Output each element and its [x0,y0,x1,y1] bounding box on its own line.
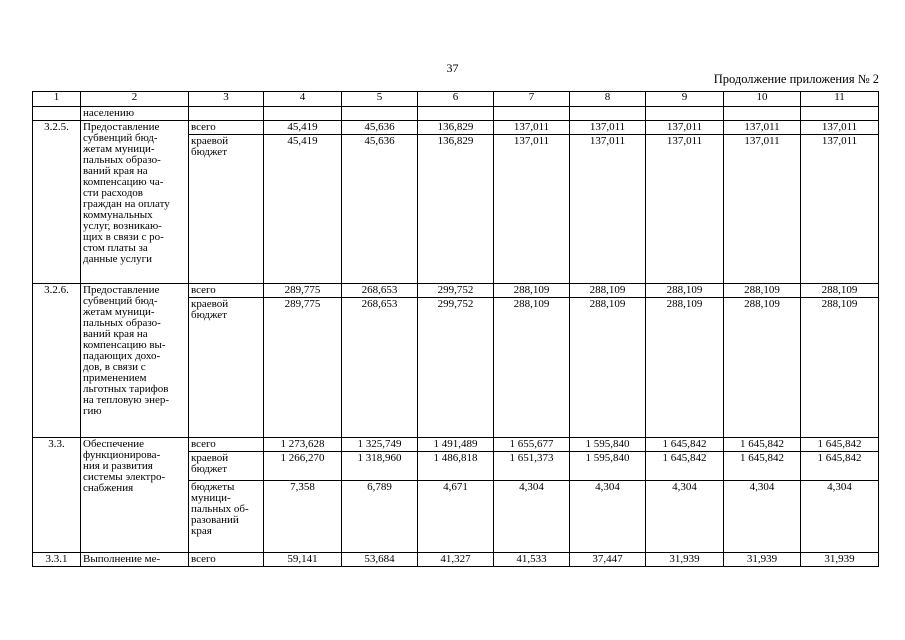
value-cell: 59,141 [264,553,342,567]
code-cell: 3.2.5. [33,121,81,284]
value-cell: 289,775 [264,284,342,298]
code-cell: 3.2.6. [33,284,81,438]
name-cell: Выполнение ме- [81,553,189,567]
value-cell [724,107,801,121]
value-cell: 299,752 [418,298,494,438]
value-cell: 1 325,749 [342,438,418,452]
value-cell: 45,419 [264,121,342,135]
value-cell: 137,011 [494,121,570,135]
header-cell: 10 [724,92,801,107]
value-cell: 137,011 [724,121,801,135]
header-cell: 2 [81,92,189,107]
value-cell: 288,109 [801,298,879,438]
value-cell: 137,011 [724,135,801,284]
value-cell [494,107,570,121]
value-cell: 4,304 [801,481,879,553]
value-cell: 4,304 [646,481,724,553]
continuation-label: Продолжение приложения № 2 [713,72,879,86]
value-cell: 288,109 [570,284,646,298]
table-row [33,121,879,135]
value-cell: 136,829 [418,135,494,284]
value-cell: 1 486,818 [418,452,494,481]
value-cell: 41,327 [418,553,494,567]
table-row [33,107,879,121]
value-cell: 37,447 [570,553,646,567]
source-cell [189,107,264,121]
value-cell: 136,829 [418,121,494,135]
value-cell: 137,011 [646,121,724,135]
value-cell: 45,636 [342,121,418,135]
value-cell: 1 595,840 [570,452,646,481]
name-cell: населению [81,107,189,121]
value-cell: 4,304 [570,481,646,553]
value-cell: 1 491,489 [418,438,494,452]
value-cell: 1 266,270 [264,452,342,481]
value-cell: 1 645,842 [801,438,879,452]
header-cell: 11 [801,92,879,107]
value-cell: 288,109 [646,298,724,438]
value-cell: 137,011 [646,135,724,284]
value-cell: 137,011 [570,135,646,284]
value-cell: 137,011 [801,121,879,135]
value-cell: 53,684 [342,553,418,567]
value-cell: 288,109 [494,284,570,298]
header-cell: 8 [570,92,646,107]
source-cell: всего [189,284,264,298]
value-cell: 288,109 [494,298,570,438]
header-cell: 5 [342,92,418,107]
value-cell [342,107,418,121]
value-cell: 31,939 [646,553,724,567]
value-cell: 268,653 [342,284,418,298]
budget-table [32,91,879,567]
value-cell: 288,109 [646,284,724,298]
header-cell: 7 [494,92,570,107]
value-cell: 41,533 [494,553,570,567]
value-cell: 4,671 [418,481,494,553]
source-cell: краевой бюджет [189,452,264,481]
source-cell: бюджеты муници- пальных об- разований края [189,481,264,553]
value-cell: 289,775 [264,298,342,438]
code-cell: 3.3.1 [33,553,81,567]
value-cell: 4,304 [494,481,570,553]
value-cell: 137,011 [494,135,570,284]
value-cell: 31,939 [801,553,879,567]
table-row [33,284,879,298]
header-cell: 1 [33,92,81,107]
code-cell [33,107,81,121]
source-cell: краевой бюджет [189,135,264,284]
value-cell: 1 645,842 [646,438,724,452]
value-cell: 299,752 [418,284,494,298]
value-cell [264,107,342,121]
value-cell: 1 655,677 [494,438,570,452]
table-row [33,553,879,567]
value-cell [570,107,646,121]
header-cell: 3 [189,92,264,107]
value-cell: 45,636 [342,135,418,284]
source-cell: краевой бюджет [189,298,264,438]
name-cell: Обеспечение функционирова- ния и развития системы электро- снабжения [81,438,189,553]
source-cell: всего [189,438,264,452]
value-cell: 6,789 [342,481,418,553]
value-cell: 4,304 [724,481,801,553]
code-cell: 3.3. [33,438,81,553]
table-row [33,438,879,452]
value-cell [801,107,879,121]
value-cell: 1 595,840 [570,438,646,452]
value-cell: 7,358 [264,481,342,553]
value-cell [646,107,724,121]
value-cell: 288,109 [724,284,801,298]
value-cell: 1 318,960 [342,452,418,481]
header-cell: 6 [418,92,494,107]
value-cell: 1 645,842 [724,438,801,452]
value-cell: 268,653 [342,298,418,438]
value-cell: 1 645,842 [646,452,724,481]
value-cell: 137,011 [801,135,879,284]
value-cell: 31,939 [724,553,801,567]
source-cell: всего [189,553,264,567]
header-cell: 4 [264,92,342,107]
value-cell: 137,011 [570,121,646,135]
value-cell: 1 645,842 [724,452,801,481]
value-cell: 288,109 [570,298,646,438]
value-cell: 288,109 [724,298,801,438]
table-body [33,92,879,567]
source-cell: всего [189,121,264,135]
header-row [33,92,879,107]
value-cell: 1 273,628 [264,438,342,452]
name-cell: Предоставление субвенций бюд- жетам муници- пальных образо- ваний края на компенсацию ча- сти расходов граждан на оплату коммунальных услуг, возникаю- щих в связи с ро- стом платы за данные услуги [81,121,189,284]
page-number: 37 [446,61,459,75]
header-cell: 9 [646,92,724,107]
value-cell: 1 645,842 [801,452,879,481]
value-cell: 45,419 [264,135,342,284]
name-cell: Предоставление субвенций бюд- жетам муници- пальных образо- ваний края на компенсацию вы- падающих дохо- дов, в связи с применением льготных тарифов на тепловую энер- гию [81,284,189,438]
value-cell: 1 651,373 [494,452,570,481]
value-cell [418,107,494,121]
value-cell: 288,109 [801,284,879,298]
